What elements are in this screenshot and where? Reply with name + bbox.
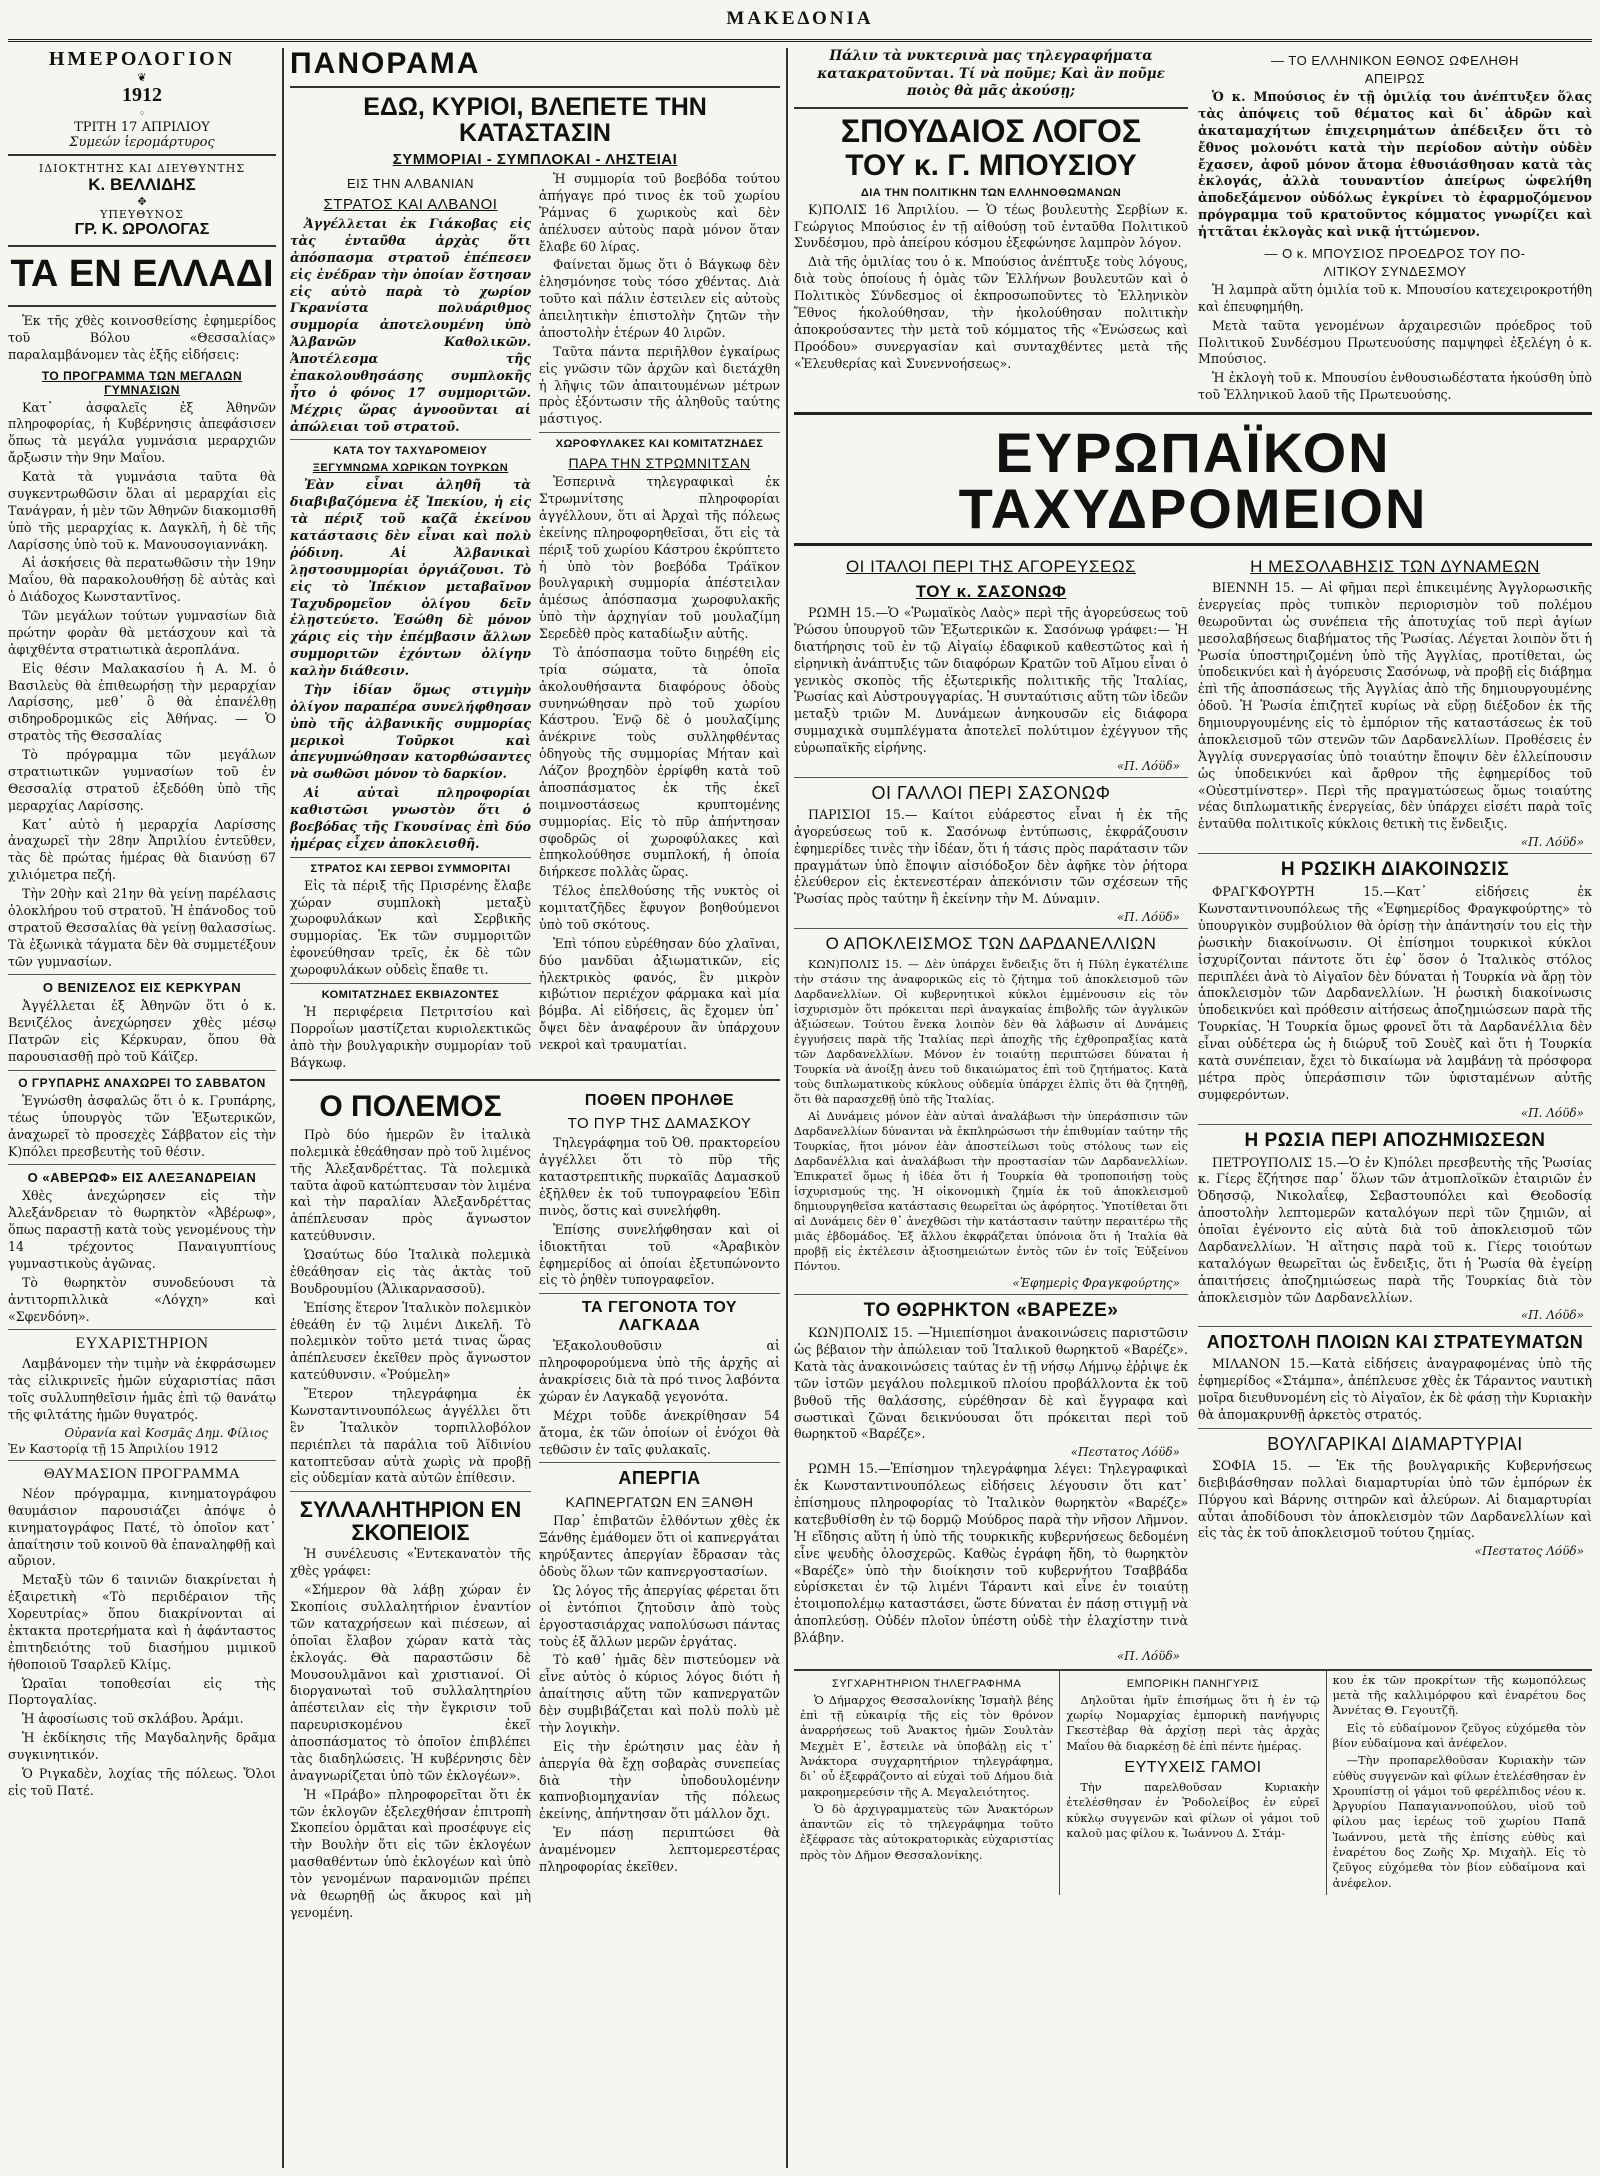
article-paragraph: Ἐν πάσῃ περιπτώσει θὰ ἀναμένομεν λεπτομερεστέρας πληροφορίας ἐκεῖθεν. — [539, 1825, 780, 1874]
article-heading: ΕΥΧΑΡΙΣΤΗΡΙΟΝ — [75, 1335, 209, 1353]
article-paragraph: ΚΩΝ)ΠΟΛΙΣ 15. —Ἡμιεπίσημοι ἀνακοινώσεις παριστῶσιν ὡς βέβαιον τὴν ἀπώλειαν τοῦ Ἰταλικοῦ θωρηκτοῦ «Βαρέζε». Κατὰ τὰς ἀνακοινώσεις ταύτας ἐν τῇ νήσῳ Λήμνῳ ἐῤῥιψε ἐκ τῶν ἱστῶν μεγάλου πολεμικοῦ πλοίου προβάλλοντα ἐκ τοῦ βυθοῦ τῆς θαλάσσης, εὑρέθησαν δὲ καὶ ἔγγραφα καὶ σωστικαὶ ζῶναι δεικνύουσαι ὅτι πρόκειται περὶ τοῦ θωρηκτοῦ «Βαρέζε». — [794, 1325, 1188, 1442]
source-signature: «Πεστατος Λόϋδ» — [1474, 1544, 1584, 1559]
calendar-title: ΗΜΕΡΟΛΟΓΙΟΝ — [48, 48, 236, 70]
notice-text: —Τὴν προπαρελθοῦσαν Κυριακὴν τῶν εὐθὺς συγγενῶν καὶ φίλων ἐτελέσθησαν ἐν Χρουπίστῃ οἱ γάμοι τοῦ φερέλπιδος νέου κ. Ἀργυρίου Παπαγιαννοπούλου, υἱοῦ τοῦ φίλου μας ἱερέως τοῦ χωρίου Παπᾶ Ἰωάννου, μετὰ τῆς ἐπίσης εὐθὺς καὶ ἐναρέτου δος Ζωῆς Χρ. Μιχαὴλ. Εἰς τὸ ζεῦγος εὐχόμεθα τὸν βίον εὐδαίμονα καὶ ἀνέφελον. — [1332, 1753, 1586, 1890]
headline: ΤΟΥ κ. Γ. ΜΠΟΥΣΙΟΥ — [845, 149, 1137, 183]
notice-fair — [1060, 1671, 1326, 1895]
notice-title: ΣΥΓΧΑΡΗΤΗΡΙΟΝ ΤΗΛΕΓΡΑΦΗΜΑ — [832, 1677, 1022, 1690]
article-paragraph: Πρὸ δύο ἡμερῶν ἓν ἰταλικὰ πολεμικὰ ἐθεάθησαν πρὸ τοῦ λιμένος τῆς Ἀλεξανδρέττας. Τὰ πολεμικὰ ταῦτα ἀφοῦ κατώπτευσαν τὸν λιμένα καὶ τὴν παραλίαν Ἀλεξανδρέττας ἀπέπλευσαν πρὸς ἄγνωστον κατεύθυνσιν. — [290, 1126, 531, 1244]
notice-text: Δηλοῦται ἡμῖν ἐπισήμως ὅτι ἡ ἐν τῷ χωρίῳ Νομαρχίας ἐμπορικὴ πανήγυρις Γκεστὲβαρ θὰ ἀρχίσῃ περὶ τὰς ἀρχὰς Μαΐου θὰ διαρκέσῃ δὲ ἐπὶ πέντε ἡμέρας. — [1066, 1692, 1320, 1753]
article-paragraph: Εἰς τὴν ἐρώτησιν μας ἐὰν ἡ ἀπεργία θὰ ἔχῃ σοβαρὰς συνεπείας διὰ τὴν ὑποδουλομένην καπνοβιομηχανίαν τῆς πόλεως ἐκείνης, ἀπήντησαν ὅτι μάλλον ὄχι. — [539, 1738, 780, 1822]
editor-name: ΓΡ. Κ. ΩΡΟΛΟΓΑΣ — [74, 221, 210, 238]
article-paragraph: ΡΩΜΗ 15.—Ἐπίσημον τηλεγράφημα λέγει: Τηλεγραφικαὶ ἐκ Κωνσταντινουπόλεως εἰδήσεις λέγουσιν ὅτι κατ᾽ ἐπίσημους πληροφορίας τὸ Ἰταλικὸν θωρηκτὸν «Βαρέζε» κατεβυθίσθη ἐν τῷ δορμῷ Μούδρος παρὰ τὴν νῆσον Λῆμνον. Ἡ εἴδησις αὕτη ἡ ὑπὸ τῆς τουρκικῆς κυβερνήσεως δεδομένη εἶνε ψευδὴς ὁλοσχερῶς. Καθὼς ἐγράφη ἤδη, τὸ θωρηκτὸν «Βαρέζε» ὑπὸ τὴν διοίκησιν τοῦ κυβερνήτου Τσαββάδα εὑρίσκεται ἐν τῷ λιμένι Τάραντι καὶ εἶνε ἐν τοιαύτῃ ἑτοιμοπολέμῳ καταστάσει, ὥστε δύναται ἐν πάσῃ στιγμῇ νὰ ἀποπλεύσῃ. Οὐδέν πλοῖον ὑπέστη οὐδὲ τὴν ἐλαχίστην τινὰ βλάβην. — [794, 1461, 1188, 1645]
source-signature: «Π. Λόϋδ» — [1116, 758, 1180, 773]
section-title: ΣΥΛΛΑΛΗΤΗΡΙΟΝ ΕΝ ΣΚΟΠΕΙΟΙΣ — [299, 1497, 522, 1546]
article-paragraph: Μέχρι τοῦδε ἀνεκρίθησαν 54 ἄτομα, ἐκ τῶν ὁποίων οἱ ἐνόχοι θὰ τεθῶσιν ἐν ταῖς φυλακαῖς. — [539, 1407, 780, 1457]
article-heading: Η ΡΩΣΙΚΗ ΔΙΑΚΟΙΝΩΣΙΣ — [1280, 859, 1510, 881]
article-paragraph: Ἡ ἐκλογὴ τοῦ κ. Μπουσίου ἐνθουσιωδέστατα ἠκούσθη ὑπὸ τοῦ Ἑλληνικοῦ λαοῦ τῆς Πρωτευούσης. — [1198, 370, 1592, 403]
article-heading: ΤΑ ΓΕΓΟΝΟΤΑ ΤΟΥ ΛΑΓΚΑΔΑ — [581, 1299, 738, 1335]
article-paragraph: Τὸ θωρηκτὸν συνοδεύουσι τὰ ἀντιτορπιλλικὰ «Λόγχη» καὶ «Σφενδόνη». — [8, 1274, 276, 1324]
article-paragraph: Ἐκ τῆς χθὲς κοινοσθείσης ἐφημερίδος τοῦ Βόλου «Θεσσαλίας» παραλαμβάνομεν τὰς ἑξῆς εἰδήσεις: — [8, 312, 276, 362]
headline: ΣΠΟΥΔΑΙΟΣ ΛΟΓΟΣ — [840, 112, 1142, 149]
subcolumn-right — [1198, 552, 1592, 1665]
article-paragraph: Κατ᾽ αὐτὸ ἡ μεραρχία Λαρίσσης ἀναχωρεῖ τὴν 28ην Ἀπριλίου ἐντεῦθεν, τὰς δὲ πρώτας ἡμέρας θὰ διανύσῃ 67 χιλιόμετρα πεζή. — [8, 816, 276, 883]
article-heading: ΤΟ ΠΡΟΓΡΑΜΜΑ ΤΩΝ ΜΕΓΑΛΩΝ ΓΥΜΝΑΣΙΩΝ — [41, 368, 243, 397]
calendar-saint: Συμεών ἱερομάρτυρος — [69, 135, 215, 150]
article-paragraph: Ἐὰν εἶναι ἀληθῆ τὰ διαβιβαζόμενα ἐξ Ἰπεκίου, ἡ εἰς τὰ πέριξ τοῦ καζᾶ ἐκείνου κατάστασις δὲν εἶναι καὶ πολὺ ῥόδινη. Αἱ Ἀλβανικαὶ λῃστοσυμμορίαι ὀργιάζουσι. Τὸ εἰς τὸ Ἰπέκιον μεταβαῖνον Ταχυδρομεῖον ὀλίγου δεῖν ἐλῃστεύετο. Ἐσώθη δὲ μόνον χάρις εἰς τὴν ἐπέμβασιν ἄλλων συμμοριτῶν ἐχόντων ὀλίγην καλὴν διάθεσιν. — [290, 477, 531, 678]
article-paragraph: Ὡραῖαι τοποθεσίαι εἰς τὴς Πορτογαλίας. — [8, 1675, 276, 1708]
article-heading: ΒΟΥΛΓΑΡΙΚΑΙ ΔΙΑΜΑΡΤΥΡΙΑΙ — [1267, 1433, 1523, 1454]
article-heading: — ΤΟ ΕΛΛΗΝΙΚΟΝ ΕΘΝΟΣ ΩΦΕΛΗΘΗ — [1271, 53, 1519, 68]
editor-label: ΥΠΕΥΘΥΝΟΣ — [100, 208, 184, 221]
article-paragraph: ΣΟΦΙΑ 15. — Ἐκ τῆς βουλγαρικῆς Κυβερνήσεως διεβιβάσθησαν πολλαὶ διαμαρτυρίαι ὑπὸ τῶν ἐμπόρων ἐκ Πύργου καὶ Βάρνης σιτηρῶν καὶ ἀλεύρων. Αἱ διαμαρτυρίαι αὗται ἀποδίδουσι τὸν ἀποκλεισμὸν τῶν Δαρδανελλίων καὶ εἰς τὰς ἐκ τοῦ ἀποκλεισμοῦ τούτου ζημίας. — [1198, 1457, 1592, 1541]
article-heading: ΣΤΡΑΤΟΣ ΚΑΙ ΣΕΡΒΟΙ ΣΥΜΜΟΡΙΤΑΙ — [310, 862, 511, 875]
article-heading: Η ΜΕΣΟΛΑΒΗΣΙΣ ΤΩΝ ΔΥΝΑΜΕΩΝ — [1250, 557, 1540, 576]
ornament: ◦ — [138, 107, 146, 120]
article-paragraph: Ταῦτα πάντα περιῆλθον ἐγκαίρως εἰς γνῶσιν τῶν ἀρχῶν καὶ διετάχθη ἡ λῆψις τῶν ἀπαιτουμένων μέτρων πρὸς ἐξόντωσιν τῆς ἀληθοῦς ταύτης μάστιγος. — [539, 343, 780, 427]
article-paragraph: Τηλεγράφημα τοῦ Ὀθ. πρακτορείου ἀγγέλλει ὅτι τὸ πῦρ τῆς καταστρεπτικῆς πυρκαϊᾶς Δαμασκοῦ ἐξῆλθεν ἐκ τοῦ τυπογραφείου Ἐδὶπ πινὸς, ὅστις καὶ συνελήφθη. — [539, 1135, 780, 1218]
divider — [539, 1462, 780, 1463]
article-paragraph: Τὴν ἰδίαν ὅμως στιγμὴν ὀλίγον παραπέρα συνελήφθησαν ὑπὸ τῆς ἀλβανικῆς συμμορίας μερικοὶ Τοῦρκοι καὶ ἀπεγυμνώθησαν κατορθώσαντες νὰ σωθῶσι μόνον τὸ δαρκίον. — [290, 681, 531, 782]
notice-telegram — [794, 1671, 1060, 1895]
divider — [1198, 853, 1592, 854]
article-paragraph: Ἀγγέλλεται ἐξ Ἀθηνῶν ὅτι ὁ κ. Βενιζέλος ἀνεχώρησεν χθὲς μέσῳ Πατρῶν εἰς Κέρκυραν, ὅπου θὰ παρουσιασθῇ πρὸ τοῦ Κάϊζερ. — [8, 998, 276, 1065]
headline: ΕΔΩ, ΚΥΡΙΟΙ, ΒΛΕΠΕΤΕ ΤΗΝ ΚΑΤΑΣΤΑΣΙΝ — [363, 92, 707, 147]
bousios-article-cont — [1198, 48, 1592, 406]
bottom-notices — [794, 1669, 1592, 1895]
article-paragraph: Ὁ Ριγκαδὲν, λοχίας τῆς πόλεως. Ὅλοι εἰς τοῦ Πατέ. — [8, 1765, 276, 1798]
divider — [290, 439, 531, 440]
article-paragraph: Κ)ΠΟΛΙΣ 16 Ἀπριλίου. — Ὁ τέως βουλευτὴς Σερβίων κ. Γεώργιος Μπούσιος ἐν τῇ αἰθούσῃ τοῦ ἐνταῦθα Πολιτικοῦ Συνδέσμου, πρὸ ἀπείρου κόσμου ἐξεφώνησε λαμπρὸν λόγον. — [794, 201, 1188, 251]
article-paragraph: ΦΡΑΓΚΦΟΥΡΤΗ 15.—Κατ᾽ εἰδήσεις ἐκ Κωνσταντινουπόλεως τῆς «Ἐφημερίδος Φραγκφούρτης» τὸ ὑπουργικὸν συμβούλιον θὰ ὁρίσῃ τὴν ἀπάντησίν του εἰς τὴν ῥωσικὴν διακοίνωσιν. Οἱ ἐπίσημοι τουρκικοὶ κύκλοι ἰσχυρίζονται πάντοτε ὅτι ἐφ᾽ ὅσον ὁ Ἰταλικὸς στόλος περιπλέει ἀνὰ τὸ Αἰγαῖον δὲν δύναται ἡ Τουρκία νὰ ἄρῃ τὸν ἀποκλεισμὸν τῶν Δαρδανελλίων. Ἡ ῥωσικὴ διακοίνωσις ὑποδεικνύει καὶ πρόθεσιν αἰτήσεως ἀποζημιώσεων παρὰ τῆς Τουρκίας. Ἡ Τουρκία ὅμως φρονεῖ ὅτι τὰ Δαρδανέλλια δὲν εἶναι οὐδέτερα ὡς ἡ διώρυξ τοῦ Σουὲζ καὶ ὅτι ἡ Τουρκία κατὰ συνέπειαν, ἔχει τὸ δικαίωμα νὰ λαμβάνῃ τὰ πρόσφορα μέτρα πρὸς ὑπεράσπισιν τῶν ὑφισταμένων αὐτῆς συμφερόντων. — [1198, 884, 1592, 1102]
article-heading: Ο ΓΡΥΠΑΡΗΣ ΑΝΑΧΩΡΕΙ ΤΟ ΣΑΒΒΑΤΟΝ — [18, 1075, 266, 1090]
article-paragraph: Αἱ Δυνάμεις μόνον ἐὰν αὐταὶ ἀναλάβωσι τὴν ὑπεράσπισιν τῶν Δαρδανελλίων δύνανται νὰ ἐκπληρώσωσι τὴν ἐπιθυμίαν ταύτην τῆς Τουρκίας, ἥτοι μόνον ἐὰν ἀποστείλωσι τοὺς στόλους των εἰς Δαρδανέλλια καὶ ἀναλάβωσι τὴν προστασίαν τῶν Δαρδανελλίων. Ἐπικρατεῖ ὅμως ἡ ἰδέα ὅτι ἡ Τουρκία θὰ τροποποιήσῃ τοὺς ἰσχυρισμούς της. Ἡ οἰκονομικὴ ζημία ἐκ τοῦ ἀποκλεισμοῦ δημιουργηθεῖσα κατάστασις θεωρεῖται ὡς ἀφόρητος. Ὑποτίθεται ὅτι αἱ Δυνάμεις δὲν θ᾽ ἀνεχθῶσι τὴν κατάστασιν ταύτην περαιτέρω τῆς μιᾶς ἐβδομάδος. Ἐξ ἄλλου ἐκφράζεται ὑπόνοια ὅτι ἡ Ἰταλία θὰ προβῇ εἰς ἐκτέλεσιν ἀξιοσημειώτων ἐντὸς τῶν ἐν τοῖς Ἐὐξείνου Πόντου. — [794, 1110, 1188, 1274]
notice-weddings — [1327, 1671, 1592, 1895]
divider — [1198, 1428, 1592, 1429]
article-paragraph: Παρ᾽ ἐπιβατῶν ἐλθόντων χθὲς ἐκ Ξάνθης ἐμάθομεν ὅτι οἱ καπνεργάται κηρύξαντες ἀπεργίαν ἔδρασαν τὰς ὁδοὺς ὅλων τῶν καπνεργοστασίων. — [539, 1513, 780, 1579]
divider — [1198, 1326, 1592, 1327]
divider — [290, 86, 780, 88]
article-paragraph: ΚΩΝ)ΠΟΛΙΣ 15. — Δὲν ὑπάρχει ἔνδειξις ὅτι ἡ Πύλη ἐγκατέλιπε τὴν στάσιν της ἀναφορικῶς εἰς τὸ ζήτημα τοῦ ἀποκλεισμοῦ τῶν Δαρδανελλίων. Οἱ κυβερνητικοὶ κύκλοι ἐμμένουσιν εἰς τὸν ἰσχυρισμὸν ὅτι πρόκειται περὶ ἀναγκαίας ἐπιβολῆς τῶν ἀγγλικῶν ἀξιώσεων. Τούτου ἕνεκα λοιπὸν δὲν θὰ λάβωσιν αἱ Δυνάμεις ἐγγυήσεις παρὰ τῆς Ἰταλίας περὶ ἀποχῆς τῆς ἐχθροπραξίας κατὰ τῶν Δαρδανελλίων. Μόνον ἐν τοιαύτῃ περιπτώσει δύναται ἡ Τουρκία νὰ ἀνοίξῃ ἀνευ τοῦ δικαιώματος ἐπὶ τοῦ ζητήματος. Κατὰ τοὺς διπλωματικοὺς κύκλους οὐδεμία ὑπάρχει ἐλπὶς ὅτι θὰ ζητηθῇ, ὅτι θὰ παρασχεθῇ ὑπὸ τῆς Ἰταλίας. — [794, 958, 1188, 1107]
divider — [794, 928, 1188, 929]
article-heading: Ο ΒΕΝΙΖΕΛΟΣ ΕΙΣ ΚΕΡΚΥΡΑΝ — [42, 980, 242, 996]
banner-headline: ΕΥΡΩΠΑΪΚΟΝ ΤΑΧΥΔΡΟΜΕΙΟΝ — [794, 412, 1592, 546]
article-heading: Ο «ΑΒΕΡΩΦ» ΕΙΣ ΑΛΕΞΑΝΔΡΕΙΑΝ — [27, 1170, 257, 1186]
source-signature: «Π. Λόϋδ» — [1520, 1105, 1584, 1120]
divider — [8, 245, 276, 247]
european-post-block — [794, 552, 1592, 1665]
subcolumn-right — [539, 171, 780, 1073]
calendar-year: 1912 — [122, 84, 162, 106]
article-heading: ΧΩΡΟΦΥΛΑΚΕΣ ΚΑΙ ΚΟΜΙΤΑΤΖΗΔΕΣ — [555, 438, 764, 451]
article-paragraph: Ἐπίσης συνελήφθησαν καὶ οἱ ἰδιοκτῆται τοῦ «Ἀραβικὸν ἐφημερίδος αἱ ὁποίαι ἐξετυπώνοντο εἰς τὸ ῥηθὲν τυπογραφεῖον. — [539, 1221, 780, 1288]
article-paragraph: Τῶν μεγάλων τούτων γυμνασίων διὰ πρώτην φορὰν θὰ μετάσχουν καὶ τὰ ἀφιχθέντα στρατιωτικὰ ἀεροπλάνα. — [8, 608, 276, 657]
owner-name: Κ. ΒΕΛΛΙΔΗΣ — [88, 175, 196, 194]
source-signature: «Π. Λόϋδ» — [1116, 1648, 1180, 1663]
masthead — [8, 8, 1592, 42]
source-signature: «Πεστατος Λόϋδ» — [1070, 1445, 1180, 1460]
article-paragraph: Μετὰ ταῦτα γενομένων ἀρχαιρεσιῶν πρόεδρος τοῦ Πολιτικοῦ Συνδέσμου Πρωτευούσης παμψηφεὶ ἐξελέγη ὁ κ. Μπούσιος. — [1198, 317, 1592, 367]
column-2 — [290, 48, 780, 2168]
article-heading: ΟΙ ΓΑΛΛΟΙ ΠΕΡΙ ΣΑΣΟΝΩΦ — [871, 782, 1111, 803]
calendar-date: ΤΡΙΤΗ 17 ΑΠΡΙΛΙΟΥ — [74, 120, 210, 135]
divider — [290, 857, 531, 858]
notice-text: κου ἐκ τῶν προκρίτων τῆς κωμοπόλεως μετὰ τῆς καλλιμόρφου καὶ ἐναρέτου δος Ἀννέτας Θ. Γεγουτζῆ. — [1332, 1672, 1586, 1718]
article-paragraph: Ἡ συμμορία τοῦ βοεβόδα τούτου ἀπήγαγε πρό τινος ἐκ τοῦ χωρίου Ῥάμνας 6 χωρικοὺς καὶ δὲν ἀπέλυσεν αὐτοὺς παρὰ μόνον ὅταν ἔλαβε 60 λίρας. — [539, 171, 780, 254]
signature: Οὐρανία καὶ Κοσμᾶς Δημ. Φίλιος — [64, 1425, 268, 1440]
article-heading: Η ΡΩΣΙΑ ΠΕΡΙ ΑΠΟΖΗΜΙΩΣΕΩΝ — [1244, 1129, 1546, 1151]
article-heading: ΛΙΤΙΚΟΥ ΣΥΝΔΕΣΜΟΥ — [1323, 263, 1467, 279]
divider — [794, 107, 1188, 109]
source-signature: «Π. Λόϋδ» — [1520, 835, 1584, 850]
top-right-block — [794, 48, 1592, 406]
article-paragraph: Εἰς τὰ πέριξ τῆς Πρισρένης ἔλαβε χώραν συμπλοκὴ μεταξὺ χωροφυλάκων καὶ Σερβικῆς συμμορίας. Ἐκ τῶν συμμοριτῶν ἐφονεύθησαν τρεῖς, ἐκ δὲ τῶν χωροφυλάκων οὐδεὶς ἔπαθε τι. — [290, 877, 531, 977]
article-heading: ΑΠΕΡΓΙΑ — [618, 1468, 701, 1489]
article-paragraph: Ὁ κ. Μπούσιος ἐν τῇ ὁμιλίᾳ του ἀνέπτυξεν ὅλας τὰς ἀπόψεις τοῦ θέματος καὶ δι᾽ ἀδρῶν καὶ ἀκαταμαχήτων ἐπιχειρημάτων ἀπέδειξεν ὅτι τὸ ἔθνος μολονότι κατὰ τὴν περίοδον αὐτὴν οὐδὲν ἔχασεν, ἀφοῦ μόνον ἄτομα ἐθυσιάσθησαν κατὰ τὰς ἐκλογάς, ἀλλὰ τουναντίον ἀπείρως ὠφελήθη ἀποδεξάμενον οὐδόλως ἐγκρίνει τὸ ἐφαρμοζόμενον πρόγραμμα τοῦ κρατοῦντος κόμματος γνωρίζει καὶ ἡττᾶται ἐκλογὰς καὶ νικᾷ ἡττώμενον. — [1198, 89, 1592, 239]
article-heading: ΤΟΥ κ. ΣΑΣΟΝΩΦ — [915, 582, 1067, 601]
source-signature: «Ἐφημερὶς Φραγκφούρτης» — [1012, 1276, 1180, 1291]
divider — [1198, 1124, 1592, 1125]
article-paragraph: Ἡ «Πράβο» πληροφορεῖται ὅτι ἐκ τῶν ἐκλογῶν ἐξελεχθήσαν ἐπιτροπὴ Σκοπείου ὁρμᾶται καὶ προσέφυγε εἰς τὴν Βουλὴν ὅτι εἰς τῶν ἐκλογέων μασθαθέντων ὑπὸ ἐκλογέων καὶ ὑπὸ τὸν γενομένων παρανομιῶν πρέπει νὰ θεωρηθῇ ὡς ἄκυρος καὶ μὴ γενομένη. — [290, 1786, 531, 1920]
article-paragraph: ΒΙΕΝΝΗ 15. — Αἱ φῆμαι περὶ ἐπικειμένης Ἀγγλορωσικῆς ἐνεργείας πρὸς τυπικὸν περιορισμὸν τοῦ πολέμου θεωροῦνται ὡς συνέπεια τῆς ἀποτυχίας τοῦ περὶ ἁγίων μεσολαβήσεως διαβήματος τῆς Ῥωσίας. Λέγεται λοιπὸν ὅτι ἡ Ῥωσία ὑποστηριζομένη ὑπὸ τῆς Ἀγγλίας, προτίθεται, ὡς ὑποδεικνύει καὶ ἡ ἀγόρευσις Σασόνωφ, νὰ προβῇ εἰς διάβημα ἐπὶ τῆς ἀποσπάσεως τῆς Ἀγγλίας ἀπὸ τῆς δημιουργουμένης ὁδοῦ. Ἡ Ῥωσία ἐπιζητεῖ κυρίως νὰ εὕρῃ διέξοδον ἐκ τῆς δημιουργουμένης εἰς τὸ ἐμπόριον τῆς καταστάσεως ἐκ τοῦ ἀποκλεισμοῦ τῶν στενῶν τῶν Δαρδανελλίων. Προθέσεις ἐν Ἀγγλίᾳ συνεργασίας ὑπὸ τοιαύτην ἔποψιν δὲν ἐλλείπουσιν ὡς ὑποδεικνύει καὶ ἄρθρον τῆς ἐφημερίδος τοῦ «Οὐεστμίνστερ». Περὶ τῆς πραγματώσεως ὅμως τοιαύτης νέας διπλωματικῆς ἐνεργείας, δὲν ὑπάρχει εἰσέτι παρὰ τοῖς ἐνταῦθα πολιτικοῖς κύκλοις θετικὴ τις ἔνδειξις. — [1198, 580, 1592, 832]
section-title: Ο ΠΟΛΕΜΟΣ — [319, 1090, 502, 1124]
divider — [290, 1079, 780, 1081]
article-heading: ΟΙ ΙΤΑΛΟΙ ΠΕΡΙ ΤΗΣ ΑΓΟΡΕΥΣΕΩΣ — [845, 557, 1137, 576]
divider — [290, 983, 531, 984]
article-heading: ΞΕΓΥΜΝΩΜΑ ΧΩΡΙΚΩΝ ΤΟΥΡΚΩΝ — [312, 462, 509, 475]
article-heading: — Ο κ. ΜΠΟΥΣΙΟΣ ΠΡΟΕΔΡΟΣ ΤΟΥ ΠΟ- — [1264, 245, 1526, 261]
right-half — [794, 48, 1592, 2168]
source-signature: «Π. Λόϋδ» — [1520, 1308, 1584, 1323]
article-heading: ΣΤΡΑΤΟΣ ΚΑΙ ΑΛΒΑΝΟΙ — [323, 196, 498, 213]
article-heading: Ο ΑΠΟΚΛΕΙΣΜΟΣ ΤΩΝ ΔΑΡΔΑΝΕΛΛΙΩΝ — [825, 934, 1157, 954]
article-paragraph: Κατὰ τὰ γυμνάσια ταῦτα θὰ συγκεντρωθῶσιν ὅλαι αἱ μεραρχίαι εἰς Τανάγραν, ἡ μὲν τῶν Ἀθηνῶν διακομισθῆ ὑπὸ τῆς μεραρχίας κ. Δαγκλῆ, ἡ δὲ τῆς Λαρίσσης ὑπὸ τοῦ κ. Μανουσογιαννάκη. — [8, 469, 276, 552]
article-paragraph: Ἕτερον τηλεγράφημα ἐκ Κωνσταντινουπόλεως ἀγγέλλει ὅτι ἓν Ἰταλικὸν τορπιλλοβόλον περιέπλει τὰ παράλια τοῦ Ἀϊδινίου κατοπτεῦσαν αὐτὰ χωρὶς νὰ προβῇ εἰς οὐδεμίαν κατὰ αὐτῶν ἐπίθεσιν. — [290, 1386, 531, 1486]
article-paragraph: Τὸ καθ᾽ ἡμᾶς δὲν πιστεύομεν νὰ εἶνε αὐτὸς ὁ κύριος λόγος διότι ἡ ἀπαίτησις αὕτη τῶν καπνεργατῶν δὲν συμβιβάζεται καὶ πολὺ πολὺ μὲ τὴν λογικὴν. — [539, 1652, 780, 1735]
divider — [8, 1329, 276, 1330]
article-paragraph: Ἡ ἐκδίκησις τῆς Μαγδαληνῆς δρᾶμα συγκινητικόν. — [8, 1730, 276, 1763]
column-rule — [786, 48, 788, 2168]
article-paragraph: Τὸ πρόγραμμα τῶν μεγάλων στρατιωτικῶν γυμνασίων τοῦ ἐν Θεσσαλίᾳ στρατοῦ ἐξεδόθη ὑπὸ τῆς μεραρχίας Λαρίσσης. — [8, 747, 276, 813]
divider — [8, 1460, 276, 1461]
article-paragraph: Ἡ ἀφοσίωσις τοῦ σκλάβου. Ἀράμι. — [22, 1711, 244, 1727]
section-title: ΤΑ ΕΝ ΕΛΛΑΔΙ — [10, 253, 274, 295]
divider — [8, 1070, 276, 1071]
article-heading: ΑΠΟΣΤΟΛΗ ΠΛΟΙΩΝ ΚΑΙ ΣΤΡΑΤΕΥΜΑΤΩΝ — [1206, 1332, 1584, 1353]
article-paragraph: Ἡ λαμπρὰ αὕτη ὁμιλία τοῦ κ. Μπουσίου κατεχειροκροτήθη καὶ ἐπευφημήθη. — [1198, 281, 1592, 314]
subheadline: ΣΥΜΜΟΡΙΑΙ - ΣΥΜΠΛΟΚΑΙ - ΛΗΣΤΕΙΑΙ — [392, 151, 678, 168]
column-1 — [8, 48, 276, 2168]
divider — [794, 1294, 1188, 1295]
article-paragraph: Κατ᾽ ἀσφαλεῖς ἐξ Ἀθηνῶν πληροφορίας, ἡ Κυβέρνησις ἀπεφάσισεν ὅπως τὰ μεγάλα γυμνάσια μεραρχιῶν ἄρξωσιν τὴν 9ην Μαΐου. — [8, 399, 276, 466]
article-heading: ΤΟ ΠΥΡ ΤΗΣ ΔΑΜΑΣΚΟΥ — [567, 1115, 752, 1133]
article-paragraph: Τὸ ἀπόσπασμα τοῦτο διῃρέθη εἰς τρία σώματα, τὰ ὁποῖα ἀκολουθήσαντα διαφόρους ὁδοὺς συνηνώθησαν πρὸ τοῦ χωρίου Κάστρου. Ἐνῷ δὲ ὁ μουλαζίμης ἀνέκρινε τοὺς συλληφθέντας ὁδηγοὺς τῆς συμμορίας Μήταν καὶ Λάζον βροχηδὸν ἐρρίφθη κατὰ τοῦ ἀποσπάσματος ἐκ τῆς ἐκεῖ ποιμνοστάσεως κρυπτομένης συμμορίας. Εἰς τὸ πῦρ ἀπήντησαν σφοδρῶς οἱ χωροφύλακες καὶ ἐπηκολούθησε συμπλοκή, ἡ ὁποία διήρκεσε πολλὰς ὥρας. — [539, 644, 780, 880]
article-paragraph: Ἡ περιφέρεια Πετριτσίου καὶ Πορροΐων μαστίζεται κυριολεκτικῶς ἀπὸ τὴν βουλγαρικὴν συμμορίαν τοῦ Βάγκωφ. — [290, 1003, 531, 1070]
article-paragraph: Ἑσπερινὰ τηλεγραφικαὶ ἐκ Στρωμνίτσης πληροφορίαι ἀγγέλλουν, ὅτι αἱ Ἀρχαὶ τῆς πόλεως ἐκείνης πληροφορηθεῖσαι, ὅτι εἰς τὰ πέριξ τοῦ χωρίου Κάστρου ἐκρύπτετο ἡ ὑπὸ τὸν βοεβόδα Τράϊκον βουλγαρικὴ συμμορία ἀπέστειλαν ἀμέσως ἀπόσπασμα χωροφυλακῆς ὑπὸ τὴν ἀρχηγίαν τοῦ μουλαζίμη Σερεδὲθ πρὸς καταδίωξιν αὐτῆς. — [539, 474, 780, 641]
article-paragraph: Ἀγγέλλεται ἐκ Γιάκοβας εἰς τὰς ἐνταῦθα ἀρχὰς ὅτι ἀπόσπασμα στρατοῦ ἐπέπεσεν εἰς ἐνέδραν τὴν ὁποίαν ἔστησαν εἰς αὐτὸ παρὰ τὸ χωρίον Γκρανίστα πολυάριθμος συμμορία ἀποτελουμένη ὑπὸ Ἀλβανῶν Καθολικῶν. Ἀποτέλεσμα τῆς ἐπακολουθησάσης συμπλοκῆς ἦτο ὁ φόνος 17 συμμοριτῶν. Μέχρις ὥρας ἀγνοοῦνται αἱ ἀπώλειαι τοῦ στρατοῦ. — [290, 216, 531, 434]
section-title: ΠΑΝΟΡΑΜΑ — [290, 48, 481, 80]
article-paragraph: Ἐπὶ τόπου εὑρέθησαν δύο χλαῖναι, δύο μανδῦαι ἀξιωματικῶν, εἰς ἠλεκτρικὸς φανός, ἓν μικρὸν κιβώτιον περιέχον φάρμακα καὶ μία βόμβα. Αἱ εἰδήσεις, ἃς ἔχομεν ὑπ᾽ ὄψει δὲν ἀναφέρουν ἂν ὑπάρχουν νεκροὶ καὶ τραυματίαι. — [539, 935, 780, 1052]
notice-title: ΕΥΤΥΧΕΙΣ ΓΑΜΟΙ — [1124, 1759, 1262, 1776]
subheadline: ΔΙΑ ΤΗΝ ΠΟΛΙΤΙΚΗΝ ΤΩΝ ΕΛΛΗΝΟΘΩΜΑΝΩΝ — [860, 186, 1122, 199]
notice-title: ΕΜΠΟΡΙΚΗ ΠΑΝΗΓΥΡΙΣ — [1126, 1677, 1260, 1690]
owner-label: ΙΔΙΟΚΤΗΤΗΣ ΚΑΙ ΔΙΕΥΘΥΝΤΗΣ — [38, 162, 246, 175]
article-paragraph: Τὴν 20ὴν καὶ 21ην θὰ γείνῃ παρέλασις ὁλοκλήρου τοῦ στρατοῦ. Ἡ ἐπάνοδος τοῦ στρατοῦ Θεσσαλίας θὰ γείνῃ θαλασσίως. Τὰ ἐξωνικὰ τάγματα δὲν θὰ συμμετέξουν τῶν γυμνασίων. — [8, 886, 276, 969]
bousios-article — [794, 48, 1188, 406]
article-heading: ΚΟΜΙΤΑΤΖΗΔΕΣ ΕΚΒΙΑΖΟΝΤΕΣ — [321, 988, 500, 1001]
masthead-title: ΜΑΚΕΔΟΝΙΑ — [726, 8, 874, 29]
article-paragraph: Αἱ ἀσκήσεις θὰ περατωθῶσιν τὴν 19ην Μαΐου, θὰ παρακολουθήσῃ δὲ αὐτὰς καὶ ὁ Διάδοχος Κωνσταντῖνος. — [8, 555, 276, 605]
article-paragraph: Ἐξακολουθοῦσιν αἱ πληροφορούμενα ὑπὸ τῆς ἀρχῆς αἱ ἀνακρίσεις διὰ τὰ πρό τινος λαβόντα χώραν ἐν Λαγκαδᾷ γεγονότα. — [539, 1338, 780, 1404]
article-paragraph: ΠΑΡΙΣΙΟΙ 15.— Καίτοι εὐάρεστος εἶναι ἡ ἐκ τῆς ἀγορεύσεως τοῦ κ. Σασόνωφ ἐντύπωσις, ἐκφράζουσιν ἐφημερίδες τινὲς τὴν ἰδέαν, ὅτι ἡ τάσις πρὸς παράτασιν τῶν πραγμάτων ὑπὸ ἔποψιν αἰσιόδοξον δὲν ἀφῆκε τὸν ῥήτορα ἐλεύθερον εἰς ἐκτενεστέραν ἀπεκόνισιν τῶν σχέσεων τῆς Ῥωσίας πρὸς ταύτην ἢ ἐκείνην τὴν Μ. Δύναμιν. — [794, 806, 1188, 907]
subcolumn-right — [539, 1087, 780, 1923]
subcolumn-left — [290, 1087, 531, 1923]
source-signature: «Π. Λόϋδ» — [1116, 910, 1180, 925]
article-paragraph: Τέλος ἐπελθούσης τῆς νυκτὸς οἱ κομιτατζῆδες ἔφυγον βοηθούμενοι ὑπὸ τοῦ σκότους. — [539, 883, 780, 932]
article-paragraph: «Σήμερον θὰ λάβῃ χώραν ἐν Σκοπίοις συλλαλητήριον ἐναντίον τῶν καταχρήσεων καὶ πιέσεων, αἱ ὁποῖαι ἔλαβον χώραν κατὰ τὰς ἐκλογάς. Θὰ παραστῶσιν δὲ Μουσουλμᾶνοι καὶ χριστιανοί. Οἱ διοργανωταὶ τοῦ συλλαλητηρίου ἀπέστειλαν εἰς τὴν ἔγκρισιν τοῦ παρευρισκομένου ἐκεῖ ἀποσπάσματος τὸ ὁποῖον ἐπιβλέπει τὰς διαδηλώσεις. Ἡ κυβέρνησις δὲν ἀναγνωρίζεται ὑπὸ τῶν ἐκλογέων». — [290, 1582, 531, 1783]
subcolumn-left — [794, 552, 1188, 1665]
article-paragraph: Ὡσαύτως δύο Ἰταλικὰ πολεμικὰ ἐθεάθησαν εἰς τὰς ἀκτὰς τοῦ Βουδρουμίου (Ἁλικαρνασσοῦ). — [290, 1247, 531, 1296]
divider — [8, 305, 276, 307]
divider — [539, 1293, 780, 1294]
article-heading: ΠΑΡΑ ΤΗΝ ΣΤΡΩΜΝΙΤΣΑΝ — [568, 455, 751, 472]
column-rule — [282, 48, 284, 2168]
article-paragraph: Λαμβάνομεν τὴν τιμὴν νὰ ἐκφράσωμεν τὰς εἰλικρινεῖς ἡμῶν εὐχαριστίας πᾶσι τοῖς συλλυπηθεῖσιν ἡμᾶς ἐπὶ τῷ θανάτῳ τῆς φιλτάτης ἡμῶν θυγατρός. — [8, 1356, 276, 1423]
article-heading: ΚΑΠΝΕΡΓΑΤΩΝ ΕΝ ΞΑΝΘΗ — [565, 1494, 754, 1511]
notice-text: Τὴν παρελθοῦσαν Κυριακὴν ἐτελέσθησαν ἐν Ῥοδολείβος ἐν εὐρεῖ κύκλῳ συγγενῶν καὶ φίλων οἱ γάμοι τοῦ καλοῦ μας φίλου κ. Ἰωάννου Δ. Στάμ- — [1066, 1780, 1320, 1840]
article-paragraph: Φαίνεται ὅμως ὅτι ὁ Βάγκωφ δὲν ἐλησμόνησε τοὺς τόσο χθέντας. Διὰ τοῦτο καὶ πάλιν ἐστειλεν εἰς αὐτοὺς ἀπειλητικὴν ἐπιστολὴν ζητῶν τὴν ἀποστολὴν ἑτέρων 40 λιρῶν. — [539, 257, 780, 340]
divider — [794, 777, 1188, 778]
article-heading: ΚΑΤΑ ΤΟΥ ΤΑΧΥΔΡΟΜΕΙΟΥ — [333, 445, 488, 458]
article-paragraph: Ὡς λόγος τῆς ἀπεργίας φέρεται ὅτι οἱ ἐντόπιοι ζητοῦσιν ἀπὸ τοὺς ἐργοστασιάρχας ναπολύσωσι πάντας τοὺς ἐξ ἄλλων μερῶν ἐργάτας. — [539, 1582, 780, 1649]
ornament: ✥ — [137, 195, 147, 208]
notice-text: Εἰς τὸ εὐδαίμονον ζεῦγος εὐχόμεθα τὸν βίον εὐδαίμονα καὶ ἀνέφελον. — [1332, 1720, 1586, 1750]
article-paragraph: Ἐγνώσθη ἀσφαλῶς ὅτι ὁ κ. Γρυπάρης, τέως ὑπουργὸς τῶν Ἐξωτερικῶν, ἀναχωρεῖ τὸ προσεχὲς Σάββατον εἰς τὴν Κ)πόλει πρεσβευτὴς τοῦ θέσιν. — [8, 1092, 276, 1159]
ornament: ❦ — [137, 71, 147, 84]
article-paragraph: Χθὲς ἀνεχώρησεν εἰς τὴν Ἀλεξάνδρειαν τὸ θωρηκτὸν «Ἀβέρωφ», ὅπως παραστῇ κατὰ τοὺς γενομένους τὴν 14 τρέχοντος Παναιγυπτίους γυμναστικοὺς ἀγῶνας. — [8, 1188, 276, 1271]
newspaper-page — [8, 8, 1592, 2168]
article-paragraph: Εἰς θέσιν Μαλακασίου ἡ Α. Μ. ὁ Βασιλεὺς θὰ ἐπιθεωρήσῃ τὴν μεραρχίαν Λαρίσσης, μεθ᾽ ὃ θὰ ἐπανέλθῃ σιδηροδρομικῶς εἰς Ἀθήνας. — Ὁ στρατὸς τῆς Θεσσαλίας — [8, 660, 276, 744]
article-paragraph: Μεταξὺ τῶν 6 ταινιῶν διακρίνεται ἡ ἐξαιρετικὴ «Τὸ περιδέραιον τῆς Χορευτρίας» ὅπου διακρίνονται αἱ ἐκτακτα προτερήματα καὶ ἡ ἀφάνταστος ἐπιτηδειότης τοῦ διασήμου μιμικοῦ ἠθοποιοῦ Τσαρλεῦ Κλίμς. — [8, 1572, 276, 1672]
dateline: Ἐν Καστορίᾳ τῇ 15 Ἀπριλίου 1912 — [8, 1441, 219, 1456]
notice-text: Ὁ Δήμαρχος Θεσσαλονίκης Ἰσμαὴλ βέης ἐπὶ τῇ εὐκαιρίᾳ τῆς εἰς τὸν θρόνον ἀναρρήσεως τοῦ Ἀνακτος ἡμῶν Σουλτὰν Μεχμὲτ Ε᾽, ἔστειλε νὰ ὑποβάλῃ εἰς τ᾽ Ἀνάκτορα συγχαρητήριον τηλεγράφημα, δι᾽ οὗ ἐξεφράζοντο αἱ εὐχαὶ τοῦ Δήμου διὰ μακροημερεύσιν τῆς Α. Μεγαλειότητος. — [800, 1692, 1054, 1799]
article-paragraph: Νέον πρόγραμμα, κινηματογράφου θαυμάσιον παρουσιάζει ἀπόψε ὁ κινηματογράφος Πατέ, τὸ ὁποῖον κατ᾽ ἀπαίτησιν τοῦ κοινοῦ θὰ ἐπαναληφθῇ καὶ αὔριον. — [8, 1485, 276, 1569]
article-heading: ΑΠΕΙΡΩΣ — [1364, 71, 1426, 86]
article-heading: ΘΑΥΜΑΣΙΟΝ ΠΡΟΓΡΑΜΜΑ — [43, 1465, 241, 1482]
article-heading: ΠΟΘΕΝ ΠΡΟΗΛΘΕ — [584, 1092, 735, 1110]
article-paragraph: ΠΕΤΡΟΥΠΟΛΙΣ 15.—Ὁ ἐν Κ)πόλει πρεσβευτὴς τῆς Ῥωσίας κ. Γίερς ἔζήτησε παρ᾽ ὅλων τῶν ἀτμοπλοϊκῶν ἑταιριῶν ἐν Ὀδησσῷ, Νικολαΐεφ, Σεβαστουπόλει καὶ Θεοδοσίᾳ ἀποστολὴν λεπτομερῶν καταλόγων περὶ τῶν ζημιῶν, αἱ ὁποῖαι ἐγένοντο εἰς αὐτὰ διὰ τοῦ ἀποκλεισμοῦ τῶν Δαρδανελλίων. Ἡ αἴτησις παρὰ τοῦ κ. Γίερς τοιούτων καταλόγων θεωρεῖται ὡς ἔνδειξις, ὅτι ἡ Ῥωσία θὰ ἐγείρῃ ἀπαιτήσεις ἀποζημιώσεως παρὰ τῆς Τουρκίας διὰ τὸν ἀποκλεισμὸν τῶν Δαρδανελλίων. — [1198, 1154, 1592, 1305]
subcolumn-left — [290, 171, 531, 1073]
article-paragraph: Διὰ τῆς ὁμιλίας του ὁ κ. Μπούσιος ἀνέπτυξε τοὺς λόγους, διὰ τοὺς ὁποίους ἡ ὁμὰς τῶν Ἑλλήνων βουλευτῶν καὶ ὁ Πολιτικὸς Σύνδεσμος οἱ ἐκπροσωποῦντες τὸ Ἑλληνικὸν Ἔθνος ἠκολούθησαν, τὴν ἠκολούθησαν πολιτικὴν ἀποκρούσαντες τὴν μετὰ τοῦ κόμματος τῆς «Ἑνώσεως καὶ Προόδου» συνεργασίαν καὶ συνταχθέντες μετὰ τῆς «Ἐλευθερίας καὶ Συνεννοήσεως». — [794, 254, 1188, 371]
article-paragraph: ΡΩΜΗ 15.—Ὁ «Ῥωμαϊκὸς Λαὸς» περὶ τῆς ἀγορεύσεως τοῦ Ῥώσου ὑπουργοῦ τῶν Ἐξωτερικῶν κ. Σασόνωφ γράφει:— Ἡ διατήρησις τοῦ ἐν τῷ Αἰγαίῳ ἐδαφικοῦ καθεστῶτος καὶ ἡ εἰρηνικὴ ἀνάπτυξις τῶν διαφόρων Κρατῶν τοῦ Αἴμου εἶναι ὁ γενικὸς σκοπὸς τῆς ἐξωτερικῆς πολιτικῆς τῆς Ἰταλίας, Ῥωσίας καὶ Αὐστρουγγαρίας. Ἡ συνταύτισις αὕτη τῶν ἰδεῶν μεταξὺ τριῶν Μ. Δυνάμεων ἀνηκουσῶν εἰς διάφορα συμμαχικὰ συμπλέγματα ἀποτελεῖ πολύτιμον ἐχέγγυον τῆς εὐρωπαϊκῆς εἰρήνης. — [794, 605, 1188, 755]
divider — [290, 1491, 531, 1492]
two-column-block — [290, 1087, 780, 1923]
article-paragraph: Αἱ αὐταὶ πληροφορίαι καθιστῶσι γνωστὸν ὅτι ὁ βοεβόδας τῆς Γκουσίνας ἐπὶ δύο ἡμέρας εἶχεν ἀποκλεισθῆ. — [290, 785, 531, 851]
divider — [539, 432, 780, 433]
article-heading: ΤΟ ΘΩΡΗΚΤΟΝ «ΒΑΡΕΖΕ» — [863, 1300, 1119, 1322]
article-heading: ΕΙΣ ΤΗΝ ΑΛΒΑΝΙΑΝ — [346, 176, 475, 191]
calendar-box — [8, 48, 276, 156]
divider — [8, 974, 276, 975]
two-column-block — [290, 171, 780, 1073]
article-paragraph: Ἐπίσης ἕτερον Ἰταλικὸν πολεμικὸν ἐθεάθη ἐν τῷ λιμένι Δικελῆ. Τὸ πολεμικὸν τοῦτο μετά τινας ὥρας ἀπέπλευσεν ἐκεῖθεν πρὸς ἄγνωστον κατεύθυνσιν. «Ῥούμελη» — [290, 1299, 531, 1383]
article-paragraph: ΜΙΛΑΝΟΝ 15.—Κατὰ εἰδήσεις ἀναγραφομένας ὑπὸ τῆς ἐφημερίδος «Στάμπα», ἀπέπλευσε χθὲς ἐκ Τάραντος ναυτικὴ μοῖρα διευθυνομένη εἰς τὸ Αἰγαῖον, ἐκ δὲ φάσῃ τὴν Κυριακὴν θὰ ἀπομακρυνθῇ ἀρκετὸς στρατός. — [1198, 1356, 1592, 1422]
notice-text: Ὁ δὸ ἀρχιγραμματεὺς τῶν Ἀνακτόρων ἀπαντῶν εἰς τὸ τηλεγράφημα τοῦτο ἐξέφρασε τὰς αὐτοκρατορικὰς εὐχαριστίας πρὸς τὸν Δῆμον Θεσσαλονίκης. — [800, 1801, 1054, 1862]
editor-note: Πάλιν τὰ νυκτερινὰ μας τηλεγραφήματα κατακρατοῦνται. Τί νὰ ποῦμε; Καὶ ἂν ποῦμε ποιὸς θὰ μᾶς ἀκούσῃ; — [817, 48, 1165, 100]
divider — [8, 1164, 276, 1165]
article-paragraph: Ἡ συνέλευσις «Ἐντεκανατὸν τῆς χθὲς γράφει: — [290, 1546, 531, 1579]
